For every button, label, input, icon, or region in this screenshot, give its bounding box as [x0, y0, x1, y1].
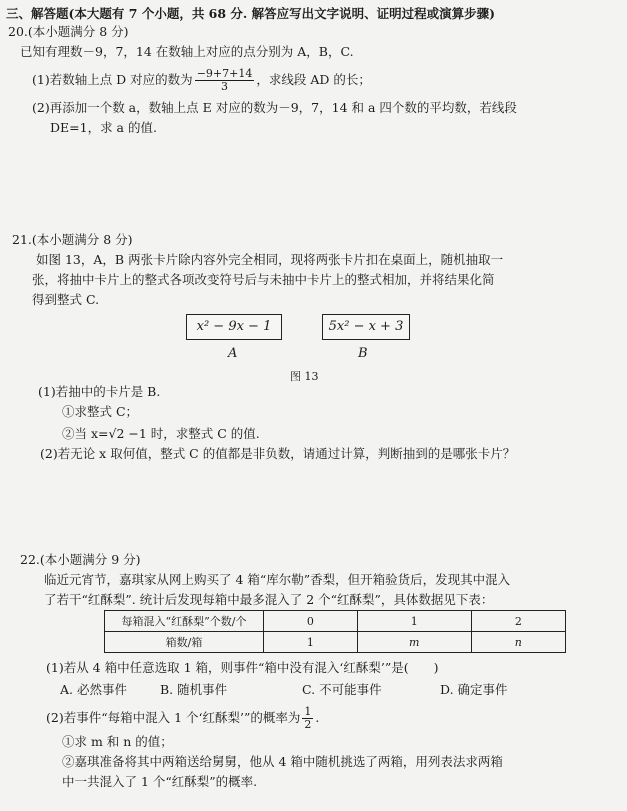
- card-a: x² − 9x − 1: [186, 314, 282, 340]
- q21-part1-i: ①求整式 C；: [62, 404, 139, 419]
- q20-heading: 20.(本小题满分 8 分): [8, 24, 129, 39]
- q22-part2-pre: (2)若事件“每箱中混入 1 个‘红酥梨’”的概率为: [46, 710, 301, 725]
- q22-part2-ii-line2: 中一共混入了 1 个“红酥梨”的概率.: [62, 774, 258, 789]
- q20-part1-post: ，求线段 AD 的长；: [256, 72, 371, 87]
- option-a: A. 必然事件: [60, 682, 127, 697]
- table-row: [105, 632, 566, 653]
- q20-part1: [32, 68, 371, 93]
- section-header: 三、解答题(本大题有 7 个小题，共 68 分. 解答应写出文字说明、证明过程或演算步骤): [6, 6, 496, 21]
- option-b: B. 随机事件: [160, 682, 228, 697]
- q20-part2-line1: (2)再添加一个数 a，数轴上点 E 对应的数为－9，7，14 和 a 四个数的平均数，若线段: [32, 100, 517, 115]
- figure-caption: 图 13: [290, 370, 319, 383]
- q22-part2: [46, 706, 319, 731]
- q22-part2-post: .: [315, 710, 320, 725]
- q22-part2-ii-line1: ②嘉琪准备将其中两箱送给舅舅，他从 4 箱中随机挑选了两箱，用列表法求两箱: [62, 754, 503, 769]
- q20-frac-numerator: −9+7+14: [196, 67, 253, 80]
- table-cell: m: [357, 632, 471, 653]
- table-cell: 箱数/箱: [105, 632, 264, 653]
- table-cell: 0: [264, 611, 358, 632]
- q21-stem-line2: 张，将抽中卡片上的整式各项改变符号后与未抽中卡片上的整式相加，并将结果化简: [32, 272, 495, 287]
- q21-part1: (1)若抽中的卡片是 B.: [38, 384, 161, 399]
- q22-part1: (1)若从 4 箱中任意选取 1 箱，则事件“箱中没有混入‘红酥梨’”是( ): [46, 660, 439, 675]
- q22-frac-numerator: 1: [304, 705, 312, 718]
- q20-part1-pre: (1)若数轴上点 D 对应的数为: [32, 72, 193, 87]
- q20-fraction: [195, 68, 255, 93]
- q22-fraction: [302, 706, 313, 731]
- table-cell: 1: [264, 632, 358, 653]
- q22-frac-denominator: 2: [304, 718, 312, 731]
- card-a-label: A: [228, 346, 238, 361]
- table-cell: 1: [357, 611, 471, 632]
- table-row: [105, 611, 566, 632]
- q21-stem-line1: 如图 13，A，B 两张卡片除内容外完全相同，现将两张卡片扣在桌面上，随机抽取一: [36, 252, 504, 267]
- q20-part2-line2: DE=1，求 a 的值.: [50, 120, 157, 135]
- option-c: C. 不可能事件: [302, 682, 382, 697]
- card-b: 5x² − x + 3: [322, 314, 410, 340]
- option-d: D. 确定事件: [440, 682, 508, 697]
- q22-heading: 22.(本小题满分 9 分): [20, 552, 141, 567]
- q20-stem: 已知有理数－9，7，14 在数轴上对应的点分别为 A，B，C.: [20, 44, 354, 59]
- table-cell: 每箱混入“红酥梨”个数/个: [105, 611, 264, 632]
- data-table: [104, 610, 566, 653]
- q22-part2-i: ①求 m 和 n 的值；: [62, 734, 173, 749]
- q21-heading: 21.(本小题满分 8 分): [12, 232, 133, 247]
- table-cell: n: [471, 632, 565, 653]
- q22-stem-line1: 临近元宵节，嘉琪家从网上购买了 4 箱“库尔勒”香梨，但开箱验货后，发现其中混入: [44, 572, 511, 587]
- card-b-label: B: [358, 346, 368, 361]
- q22-stem-line2: 了若干“红酥梨”. 统计后发现每箱中最多混入了 2 个“红酥梨”，具体数据见下表：: [44, 592, 494, 607]
- q21-part1-ii: ②当 x=√2 −1 时，求整式 C 的值.: [62, 426, 260, 441]
- q20-frac-denominator: 3: [221, 80, 229, 93]
- q21-stem-line3: 得到整式 C.: [32, 292, 100, 307]
- q21-part2: (2)若无论 x 取何值，整式 C 的值都是非负数，请通过计算，判断抽到的是哪张卡片？: [40, 446, 516, 461]
- table-cell: 2: [471, 611, 565, 632]
